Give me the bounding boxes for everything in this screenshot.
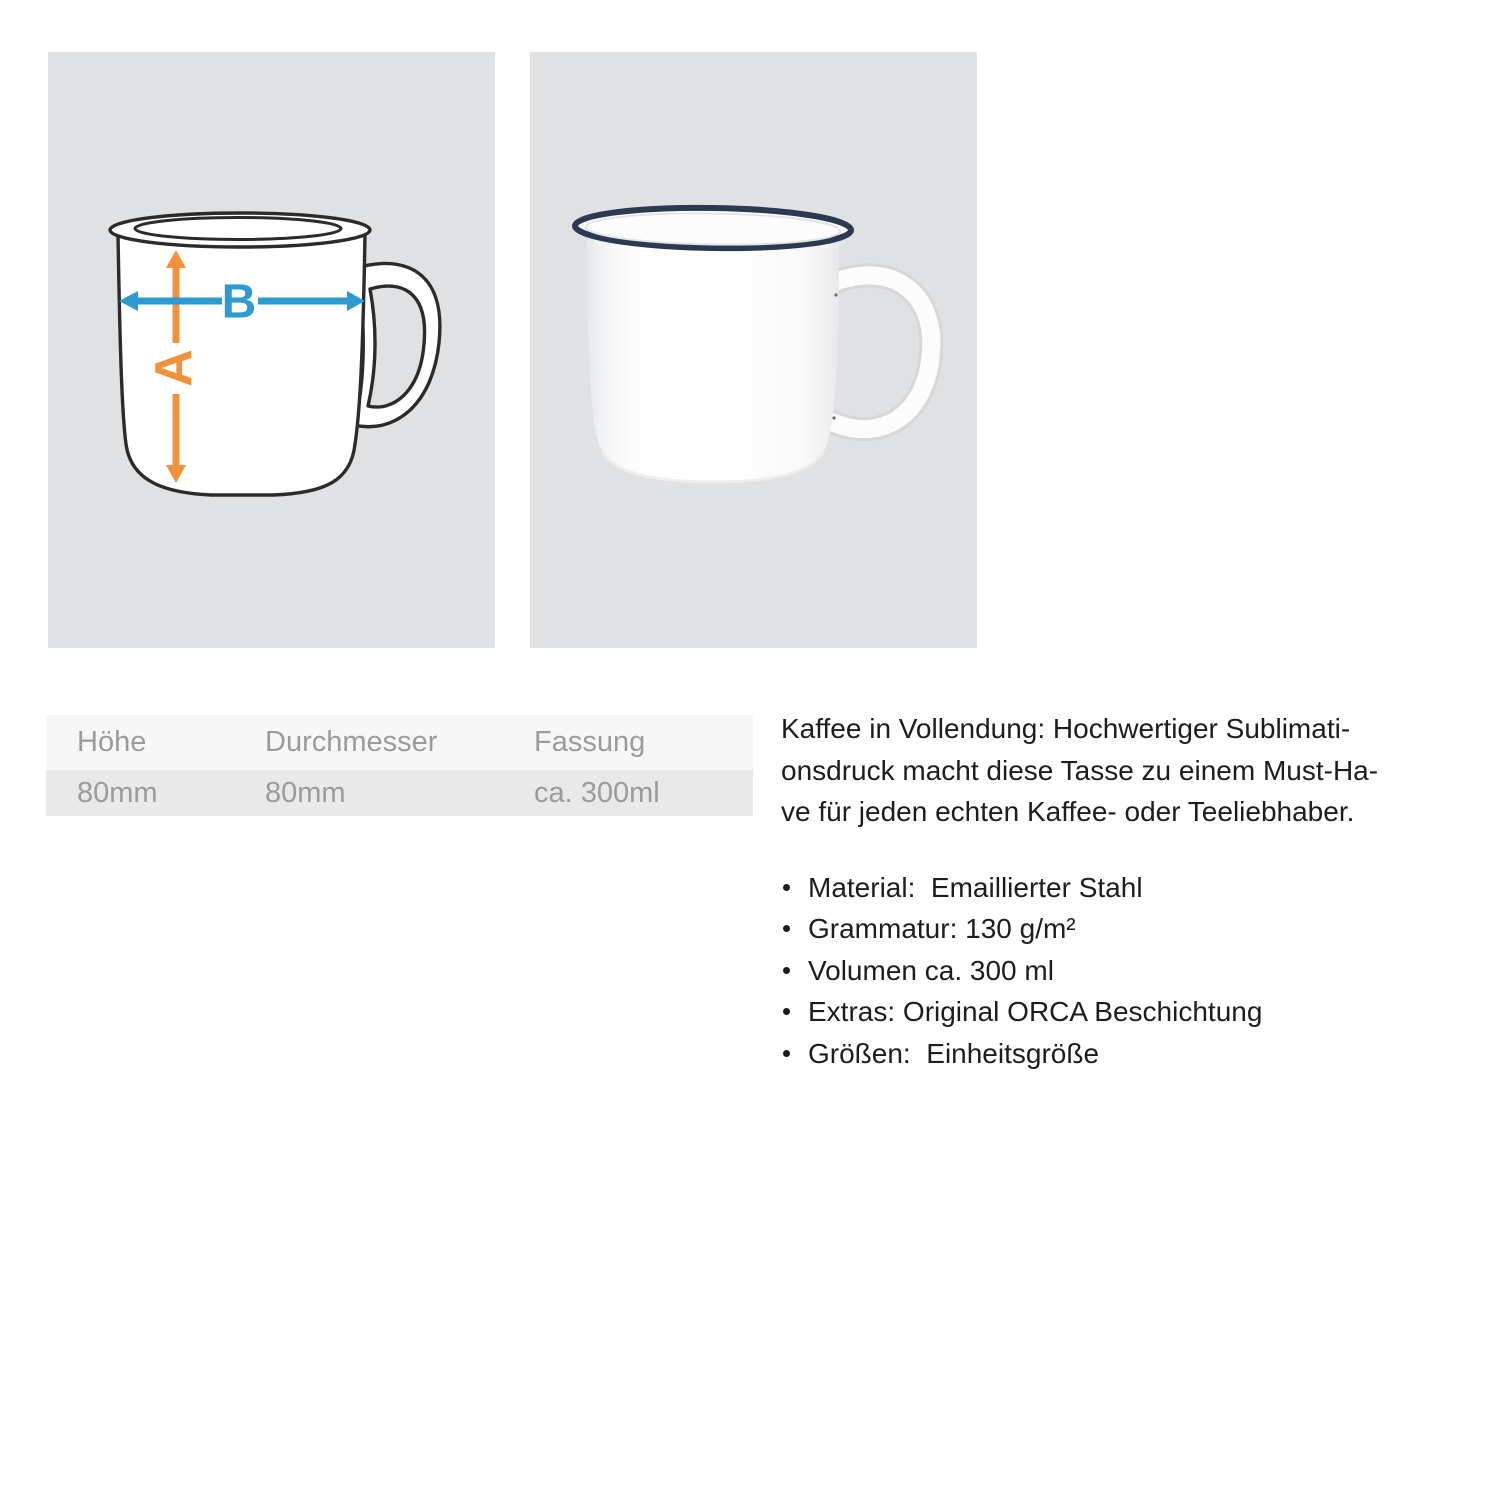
- spec-list: [781, 867, 1481, 1075]
- size-table-value-fassung: ca. 300ml: [534, 776, 660, 809]
- handle-joint-top: [834, 293, 837, 296]
- product-description: [781, 708, 1481, 1074]
- bullet-dot: [783, 967, 790, 974]
- product-diagram-panel: [48, 52, 495, 648]
- spec-list-item-extras: [781, 991, 1481, 1033]
- size-table-header-hoehe: Höhe: [77, 726, 147, 758]
- size-table-value-durchmesser: 80mm: [265, 776, 346, 809]
- description-intro-line: Kaffee in Vollendung: Hochwertiger Sublimati-: [781, 713, 1351, 744]
- spec-list-item-material: [781, 867, 1481, 909]
- size-table: [46, 715, 753, 816]
- diagram-rim-inner: [135, 218, 341, 240]
- spec-text: Material: Emaillierter Stahl: [808, 871, 1143, 903]
- bullet-dot: [783, 884, 790, 891]
- spec-text: Extras: Original ORCA Beschichtung: [808, 996, 1263, 1027]
- description-intro: [781, 708, 1481, 833]
- size-table-value-hoehe: 80mm: [77, 776, 158, 809]
- size-table-header-fassung: Fassung: [534, 726, 646, 758]
- handle-joint-bottom: [832, 416, 835, 419]
- spec-text: Grammatur: 130 g/m²: [808, 913, 1076, 944]
- dimension-label-a: A: [145, 349, 203, 387]
- spec-list-item-grammatur: [781, 908, 1481, 950]
- bullet-dot: [783, 925, 790, 932]
- photo-rim: [575, 206, 852, 250]
- product-photo-panel: [530, 52, 977, 648]
- spec-text: Volumen ca. 300 ml: [808, 954, 1054, 986]
- photo-handle: [830, 275, 931, 429]
- size-table-header-row: [46, 715, 753, 770]
- bullet-dot: [783, 1050, 790, 1057]
- spec-text: Größen: Einheitsgröße: [808, 1037, 1100, 1069]
- bullet-dot: [783, 1008, 790, 1015]
- photo-body: [587, 228, 839, 482]
- dimension-label-b: B: [221, 275, 257, 329]
- spec-list-item-groessen: [781, 1033, 1481, 1075]
- size-table-header-durchmesser: Durchmesser: [265, 726, 438, 758]
- description-intro-line: ve für jeden echten Kaffee- oder Teeliebhaber.: [781, 796, 1355, 827]
- spec-list-item-volumen: [781, 950, 1481, 992]
- mug-dimension-diagram: [48, 52, 495, 648]
- product-photo: [530, 52, 977, 648]
- description-intro-line: onsdruck macht diese Tasse zu einem Must-Ha-: [781, 754, 1379, 786]
- size-table-value-row: [46, 770, 753, 816]
